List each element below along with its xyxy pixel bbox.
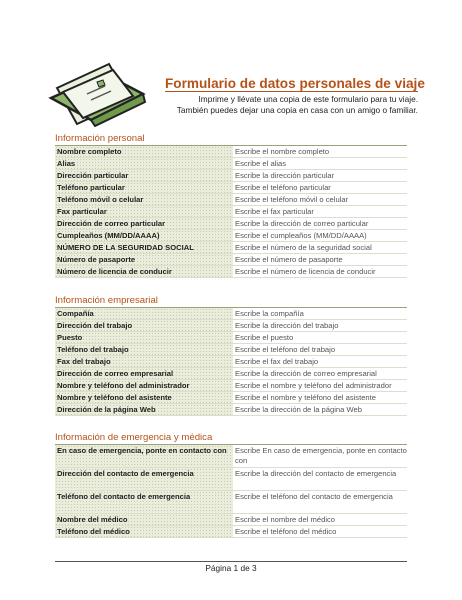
section-business [55,295,407,416]
field-value[interactable]: Escribe el puesto [235,333,294,342]
field-label: Dirección del contacto de emergencia [55,468,233,490]
field-label: NÚMERO DE LA SEGURIDAD SOCIAL [55,242,233,253]
footer-divider [55,561,407,562]
field-value[interactable]: Escribe el alias [235,159,287,168]
field-label: Nombre y teléfono del asistente [55,392,233,403]
field-value[interactable]: Escribe el nombre y teléfono del asistente [235,393,376,402]
field-value[interactable]: Escribe el nombre y teléfono del administrador [235,381,392,390]
ticket-wallet-icon [47,58,151,128]
section-personal [55,133,407,278]
form-row-doctor-name [55,514,407,526]
field-label: Dirección de la página Web [55,404,233,415]
form-row-home-address [55,170,407,182]
section-title-business: Información empresarial [55,295,158,306]
field-label: Dirección de correo particular [55,218,233,229]
form-row-home-phone [55,182,407,194]
form-row-doctor-phone [55,526,407,538]
field-label: Dirección del trabajo [55,320,233,331]
form-row-assistant [55,392,407,404]
field-value[interactable]: Escribe el fax particular [235,207,314,216]
field-label: Fax del trabajo [55,356,233,367]
form-row-home-email [55,218,407,230]
field-value[interactable]: Escribe el nombre completo [235,147,330,156]
field-value[interactable]: Escribe el cumpleaños (MM/DD/AAAA) [235,231,367,240]
field-label: Fax particular [55,206,233,217]
form-row-emergency-contact [55,445,407,468]
form-row-social-security [55,242,407,254]
field-value[interactable]: Escribe la dirección de correo empresarial [235,369,377,378]
form-row-work-fax [55,356,407,368]
field-value[interactable]: Escribe el nombre del médico [235,515,336,524]
form-row-mobile-phone [55,194,407,206]
title-divider [165,91,418,92]
field-value[interactable]: Escribe la dirección particular [235,171,335,180]
field-value[interactable]: Escribe el teléfono móvil o celular [235,195,349,204]
page-title: Formulario de datos personales de viaje [165,76,425,91]
field-label: Compañía [55,308,233,319]
field-value[interactable]: Escribe la dirección de correo particular [235,219,369,228]
form-row-full-name [55,146,407,158]
form-row-home-fax [55,206,407,218]
form-row-drivers-license [55,266,407,278]
field-label: Puesto [55,332,233,343]
field-label: Alias [55,158,233,169]
field-value[interactable]: Escribe En caso de emergencia, ponte en contacto con [235,446,407,465]
form-row-job-title [55,332,407,344]
field-value[interactable]: Escribe la compañía [235,309,304,318]
field-value[interactable]: Escribe el teléfono del contacto de emergencia [235,492,393,501]
page-number: Página 1 de 3 [205,563,257,573]
field-value[interactable]: Escribe la dirección de la página Web [235,405,362,414]
intro-text: Imprime y llévate una copia de este formulario para tu viaje. También puedes dejar una copia en casa con un amigo o familiar. [176,94,418,115]
field-value[interactable]: Escribe el número de la seguridad social [235,243,372,252]
section-title-emergency: Información de emergencia y médica [55,432,213,443]
field-label: Número de pasaporte [55,254,233,265]
field-label: Teléfono del trabajo [55,344,233,355]
field-value[interactable]: Escribe el teléfono del médico [235,527,337,536]
form-row-manager [55,380,407,392]
form-row-work-phone [55,344,407,356]
field-value[interactable]: Escribe el teléfono particular [235,183,331,192]
form-row-work-email [55,368,407,380]
form-row-company [55,308,407,320]
field-label: Cumpleaños (MM/DD/AAAA) [55,230,233,241]
field-label: Nombre y teléfono del administrador [55,380,233,391]
field-label: En caso de emergencia, ponte en contacto con [55,445,233,467]
form-row-web-page [55,404,407,416]
field-label: Dirección de correo empresarial [55,368,233,379]
form-row-work-address [55,320,407,332]
field-value[interactable]: Escribe el teléfono del trabajo [235,345,336,354]
field-label: Teléfono móvil o celular [55,194,233,205]
field-label: Teléfono particular [55,182,233,193]
form-row-emergency-address [55,468,407,491]
field-value[interactable]: Escribe el número de licencia de conducir [235,267,376,276]
field-label: Teléfono del médico [55,526,233,537]
form-row-birthday [55,230,407,242]
field-value[interactable]: Escribe la dirección del trabajo [235,321,339,330]
field-label: Número de licencia de conducir [55,266,233,277]
field-label: Teléfono del contacto de emergencia [55,491,233,513]
field-label: Nombre del médico [55,514,233,525]
field-value[interactable]: Escribe el número de pasaporte [235,255,343,264]
section-title-personal: Información personal [55,133,145,144]
form-row-passport [55,254,407,266]
field-value[interactable]: Escribe el fax del trabajo [235,357,319,366]
field-label: Nombre completo [55,146,233,157]
form-row-emergency-phone [55,491,407,514]
form-row-alias [55,158,407,170]
section-emergency [55,432,407,538]
field-value[interactable]: Escribe la dirección del contacto de emergencia [235,469,397,478]
field-label: Dirección particular [55,170,233,181]
